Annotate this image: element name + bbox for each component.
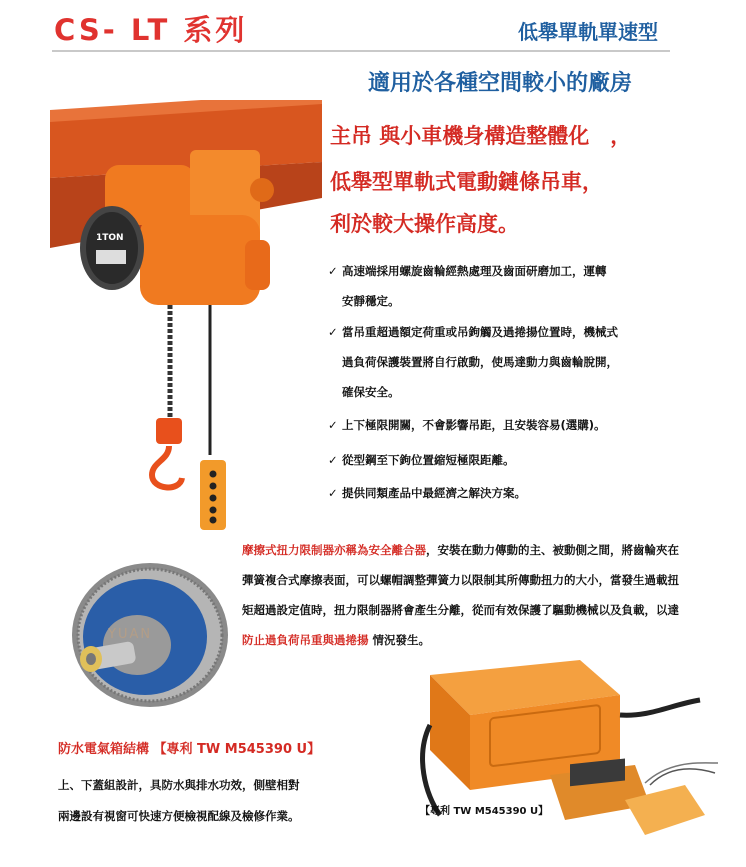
check-icon: ✓ (328, 418, 338, 432)
headline-3: 利於較大操作高度。 (330, 212, 519, 236)
feature-1: ✓ 高速端採用螺旋齒輪經熱處理及齒面研磨加工，運轉 安靜穩定。 (328, 256, 680, 316)
electrical-box-illustration (420, 655, 720, 855)
hoist-body (140, 215, 260, 305)
check-icon: ✓ (328, 453, 338, 467)
watermark: YUAN (108, 627, 153, 642)
hook (152, 446, 182, 487)
cable (620, 700, 700, 715)
limiter-lead: 摩擦式扭力限制器亦稱為安全離合器 (242, 543, 426, 557)
check-icon: ✓ (328, 264, 338, 278)
limiter-highlight: 防止過負荷吊重與過捲揚 (242, 633, 369, 647)
capacity-label: 1TON (96, 233, 124, 243)
product-subtitle: 低舉單軌單速型 (518, 20, 658, 44)
hook-block (156, 418, 182, 444)
waterproof-box-title: 防水電氣箱結構 【專利 TW M545390 U】 (58, 742, 321, 757)
check-icon: ✓ (328, 325, 338, 339)
check-icon: ✓ (328, 486, 338, 500)
feature-2: ✓ 當吊重超過額定荷重或吊鉤觸及過捲揚位置時，機械式 過負荷保護裝置將自行啟動，使馬達動力與齒輪脫開， 確保安全。 (328, 317, 680, 407)
feature-3: ✓ 上下極限開關，不會影響吊距，且安裝容易(選購)。 (328, 410, 680, 440)
feature-4: ✓ 從型鋼至下鉤位置縮短極限距離。 (328, 445, 680, 475)
page-title: CS- LT 系列 (54, 13, 248, 47)
hoist-illustration (40, 100, 325, 540)
feature-5: ✓ 提供同類產品中最經濟之解決方案。 (328, 478, 680, 508)
headline-2: 低舉型單軌式電動鏈條吊車， (330, 170, 603, 194)
header-divider (52, 50, 670, 52)
tagline: 適用於各種空間較小的廠房 (368, 71, 633, 96)
headline-1: 主吊 與小車機身構造整體化 ， (330, 124, 632, 148)
waterproof-box-description: 上、下蓋組設計，具防水與排水功效，側壁相對 兩邊設有視窗可快速方便檢視配線及檢修作業。 (58, 778, 300, 823)
torque-limiter-description: 摩擦式扭力限制器亦稱為安全離合器，安裝在動力傳動的主、被動側之間，將齒輪夾在彈簧複合式摩擦表面，可以螺帽調整彈簧力以限制其所傳動扭力的大小，當發生過載扭矩超過設定值時，扭力限制器將會產生分離，從而有效保護了驅動機械以及負載，以達防止過負荷吊重與過捲揚 情況發生。 (242, 543, 679, 647)
patent-caption: 【專利 TW M545390 U】 (420, 806, 549, 817)
